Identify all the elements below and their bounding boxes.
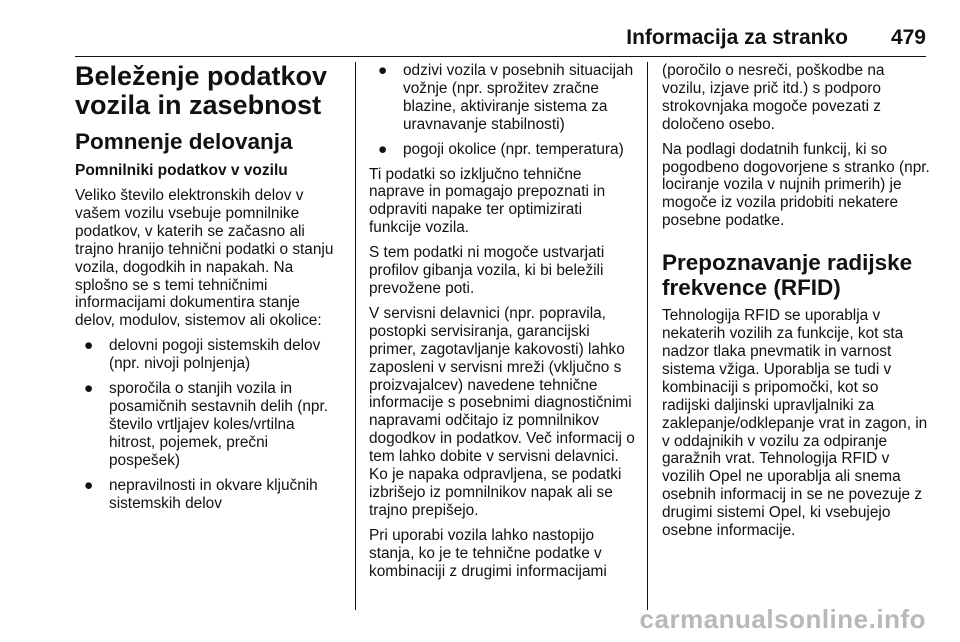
sub-subsection-heading: Pomnilniki podatkov v vozilu (75, 162, 288, 179)
column-divider-2 (647, 62, 648, 610)
body-paragraph: (poročilo o nesreči, poškodbe na vozilu, izjave prič itd.) s podporo strokovnjaka mogoče povezati z določeno osebo. (662, 62, 885, 133)
section-heading: Beleženje podatkov vozila in zasebnost (75, 61, 328, 120)
bullet-icon: ● (84, 380, 94, 398)
body-paragraph: V servisni delavnici (npr. popravila, postopki servisiranja, garancijski primer, zagotavljanje kakovosti) lahko zaposleni v servisni mreži (vključno s proizvajalcev) navedene tehnične informacije s posebnimi diagnostičnimi napravami odčitajo iz pomnilnikov dogodkov in podatkov. Več informacij o tem lahko dobite v servisni delavnici. Ko je napaka odpravljena, se podatki izbrišejo iz pomnilnikov napak ali se trajno prepišejo. (369, 304, 635, 519)
page-number: 479 (890, 26, 926, 49)
list-item-text: pogoji okolice (npr. temperatura) (403, 140, 624, 158)
rfid-heading: Prepoznavanje radijske frekvence (RFID) (662, 250, 913, 301)
list-item (75, 337, 343, 373)
subsection-heading: Pomnenje delovanja (75, 129, 293, 154)
watermark: carmanualsonline.info (639, 604, 926, 634)
list-item (369, 62, 637, 134)
bullet-icon: ● (378, 140, 388, 158)
list-item (75, 380, 343, 470)
column-2 (369, 62, 637, 580)
bullet-icon: ● (378, 62, 388, 79)
body-paragraph: S tem podatki ni mogoče ustvarjati profilov gibanja vozila, ki bi beležili prevožene poti. (369, 244, 605, 297)
body-paragraph: Pri uporabi vozila lahko nastopijo stanja, ko je te tehnične podatke v kombinaciji z drugimi informacijami (369, 526, 607, 580)
list-item-text: sporočila o stanjih vozila in posamičnih sestavnih delih (npr. število vrtljajev koles/vrtilna hitrost, pojemek, prečni pospešek) (109, 380, 329, 469)
list-item-text: nepravilnosti in okvare ključnih sistemskih delov (109, 476, 318, 512)
bullet-list-2 (369, 62, 637, 159)
bullet-icon: ● (84, 337, 94, 355)
list-item-text: odzivi vozila v posebnih situacijah vožnje (npr. sprožitev zračne blazine, aktiviranje sistema za uravnavanje stabilnosti) (403, 62, 634, 133)
column-1 (75, 62, 343, 512)
page-header (75, 26, 926, 54)
list-item (369, 141, 637, 159)
bullet-list-1 (75, 337, 343, 512)
body-paragraph: Tehnologija RFID se uporablja v nekaterih vozilih za funkcije, kot sta nadzor tlaka pnevmatik in varnost sistema vžiga. Uporablja se tudi v kombinaciji s pripomočki, kot so radijski daljinski upravljalniki za zaklepanje/odklepanje vrat in zagon, in v oddajnikih v vozilu za odpiranje garažnih vrat. Tehnologija RFID v vozilih Opel ne uporablja ali snema osebnih informacij in se ne povezuje z drugimi sistemi Opel, ki vsebujejo osebne informacije. (662, 307, 928, 540)
list-item-text: delovni pogoji sistemskih delov (npr. nivoji polnjenja) (109, 337, 321, 373)
header-rule (75, 56, 926, 57)
header-title: Informacija za stranko (626, 26, 848, 49)
body-paragraph: Na podlagi dodatnih funkcij, ki so pogodbeno dogovorjene s stranko (npr. lociranje vozila v nujnih primerih) je mogoče iz vozila pridobiti nekatere posebne podatke. (662, 140, 930, 230)
list-item (75, 477, 343, 513)
column-3 (662, 62, 930, 540)
bullet-icon: ● (84, 476, 94, 494)
body-paragraph: Ti podatki so izključno tehnične naprave in pomagajo prepoznati in odpraviti napake ter optimizirati funkcije vozila. (369, 165, 606, 237)
intro-paragraph: Veliko število elektronskih delov v vašem vozilu vsebuje pomnilnike podatkov, v katerih se začasno ali trajno hranijo tehnični podatki o stanju vozila, dogodkih in napakah. Na splošno se s temi tehničnimi informacijami dokumentira stanje delov, modulov, sistemov ali okolice: (75, 187, 334, 330)
column-divider-1 (355, 62, 356, 610)
